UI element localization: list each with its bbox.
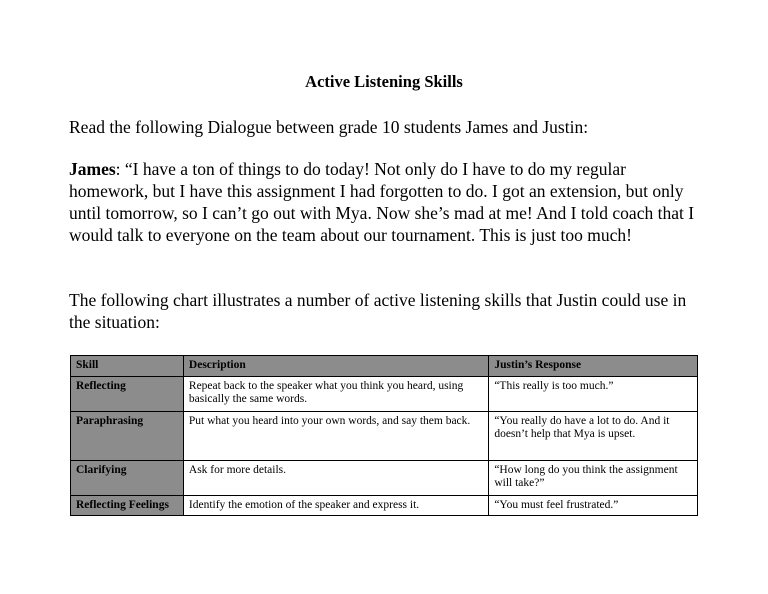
speaker-separator: : [115, 159, 125, 179]
skill-cell: Reflecting [71, 377, 184, 412]
page-title: Active Listening Skills [305, 72, 463, 91]
chart-intro-paragraph: The following chart illustrates a number of active listening skills that Justin could use in the situation: [69, 290, 687, 332]
description-cell: Repeat back to the speaker what you think you heard, using basically the same words. [183, 377, 488, 412]
table-row [71, 377, 698, 412]
table-row [71, 461, 698, 496]
table-header-row [71, 356, 698, 377]
description-cell: Put what you heard into your own words, and say them back. [183, 412, 488, 461]
header-description: Description [183, 356, 488, 377]
skills-table [70, 355, 698, 516]
response-cell: “You really do have a lot to do. And it doesn’t help that Mya is upset. [489, 412, 698, 461]
response-cell: “This really is too much.” [489, 377, 698, 412]
header-response: Justin’s Response [489, 356, 698, 377]
response-cell: “You must feel frustrated.” [489, 496, 698, 516]
speaker-name: James [69, 159, 116, 179]
skill-cell: Reflecting Feelings [71, 496, 184, 516]
skill-cell: Paraphrasing [71, 412, 184, 461]
skill-cell: Clarifying [71, 461, 184, 496]
description-cell: Identify the emotion of the speaker and express it. [183, 496, 488, 516]
description-cell: Ask for more details. [183, 461, 488, 496]
header-skill: Skill [71, 356, 184, 377]
table-row [71, 496, 698, 516]
response-cell: “How long do you think the assignment will take?” [489, 461, 698, 496]
dialogue-paragraph [69, 158, 709, 246]
intro-paragraph: Read the following Dialogue between grade 10 students James and Justin: [69, 117, 589, 137]
table-row [71, 412, 698, 461]
dialogue-text: “I have a ton of things to do today! Not only do I have to do my regular homework, but I have this assignment I had forgotten to do. I got an extension, but only until tomorrow, so I can’t go out with Mya. Now she’s mad at me! And I told coach that I would talk to everyone on the team about our tournament. This is just too much! [69, 159, 695, 245]
